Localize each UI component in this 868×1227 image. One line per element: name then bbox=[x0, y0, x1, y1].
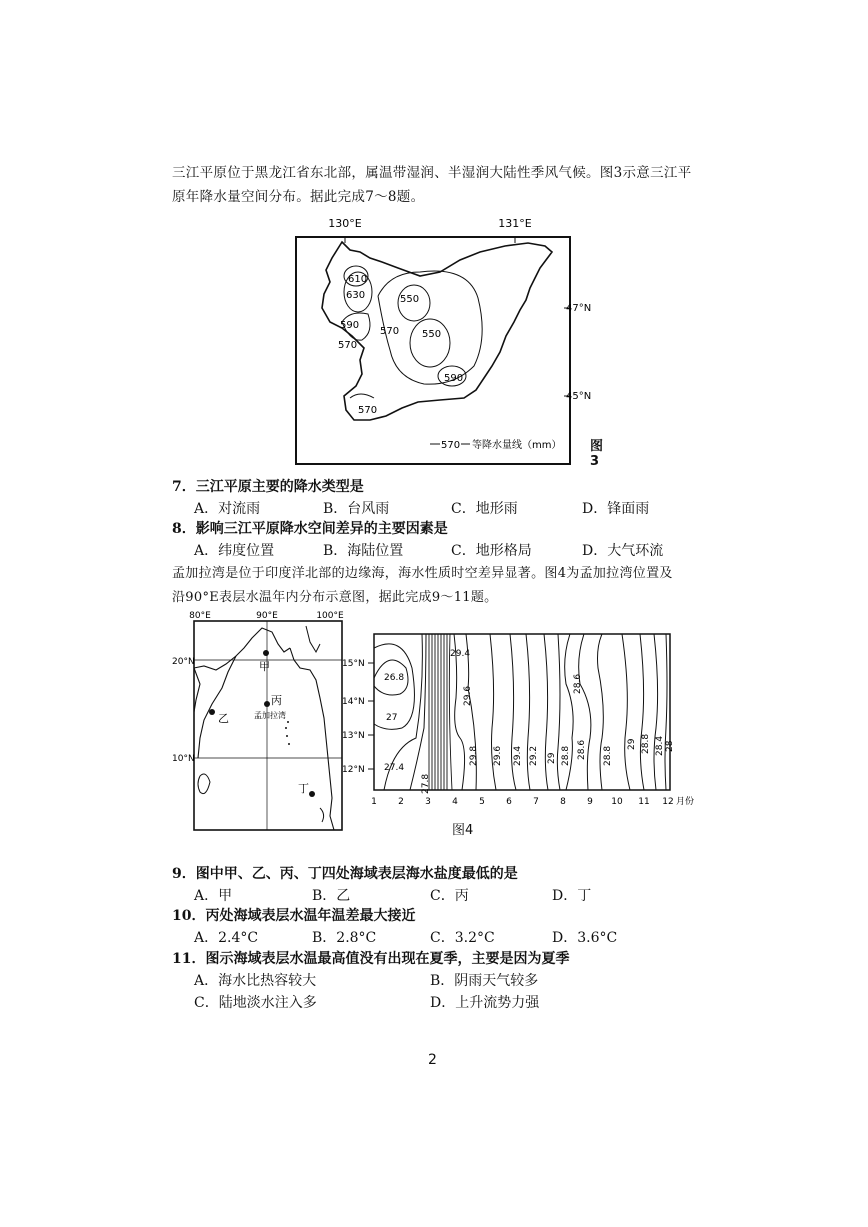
iso-label-29-6b: 29.6 bbox=[493, 745, 503, 766]
question-7-options bbox=[194, 499, 754, 519]
figure-4-map bbox=[170, 608, 350, 833]
contour-label-590-east: 590 bbox=[444, 373, 464, 384]
y-tick-13: 13°N bbox=[342, 731, 365, 741]
isotherm-28 bbox=[665, 634, 667, 790]
x-axis-ticks bbox=[371, 795, 694, 807]
point-yi-marker bbox=[209, 709, 215, 715]
isotherm-28-6b bbox=[579, 634, 591, 790]
iso-label-29-8: 29.8 bbox=[469, 745, 479, 766]
iso-label-29-4a: 29.4 bbox=[450, 649, 471, 659]
x-tick-11: 11 bbox=[638, 797, 650, 807]
q8-option-d[interactable]: D．大气环流 bbox=[582, 543, 664, 559]
q7-option-c[interactable]: C．地形雨 bbox=[451, 501, 518, 517]
river-east bbox=[306, 626, 320, 652]
isoline-550-south bbox=[410, 319, 450, 367]
iso-label-28-8b: 28.8 bbox=[603, 745, 613, 766]
iso-label-28-4: 28.4 bbox=[655, 735, 665, 756]
x-tick-6: 6 bbox=[506, 797, 512, 807]
q8-option-b[interactable]: B．海陆位置 bbox=[323, 543, 404, 559]
legend-text: 等降水量线（mm） bbox=[472, 440, 562, 451]
isotherm-dense-band bbox=[429, 634, 452, 790]
figure-3-map bbox=[290, 210, 590, 470]
intro-1-line-2: 原年降水量空间分布。据此完成7～8题。 bbox=[172, 189, 425, 205]
map-lat-label-10: 10°N bbox=[172, 754, 195, 764]
myanmar-coastline bbox=[290, 648, 334, 830]
point-bing-label: 丙 bbox=[271, 694, 282, 707]
contour-label-550-north: 550 bbox=[400, 294, 420, 305]
figure-3-caption-label: 图3 bbox=[590, 439, 604, 469]
x-tick-4: 4 bbox=[452, 797, 458, 807]
contour-label-570-main: 570 bbox=[380, 326, 400, 337]
iso-label-28-6a: 28.6 bbox=[573, 673, 583, 694]
iso-label-27: 27 bbox=[386, 713, 398, 723]
map-lon-90: 90°E bbox=[256, 611, 278, 621]
question-10-stem: 10．丙处海域表层水温年温差最大接近 bbox=[172, 908, 416, 924]
x-tick-7: 7 bbox=[533, 797, 539, 807]
x-tick-8: 8 bbox=[560, 797, 566, 807]
bay-of-bengal-label: 孟加拉湾 bbox=[254, 711, 286, 720]
question-11-stem: 11．图示海域表层水温最高值没有出现在夏季，主要是因为夏季 bbox=[172, 951, 570, 967]
q11-option-c[interactable]: C．陆地淡水注入多 bbox=[194, 995, 317, 1011]
question-10-options bbox=[194, 928, 754, 948]
lon-label-131: 131°E bbox=[498, 217, 532, 230]
y-tick-15: 15°N bbox=[342, 659, 365, 669]
q10-option-a[interactable]: A．2.4°C bbox=[194, 930, 259, 946]
iso-label-28: 28 bbox=[665, 740, 675, 752]
x-tick-5: 5 bbox=[479, 797, 485, 807]
figure-4-isotherm-chart bbox=[340, 628, 695, 808]
lat-label-47: 47°N bbox=[566, 303, 592, 314]
q7-option-b[interactable]: B．台风雨 bbox=[323, 501, 390, 517]
x-tick-2: 2 bbox=[398, 797, 404, 807]
point-ding-label: 丁 bbox=[298, 782, 309, 795]
point-ding-marker bbox=[309, 791, 315, 797]
figure-4-caption: 图4 bbox=[452, 823, 474, 838]
iso-label-26-8: 26.8 bbox=[384, 673, 405, 683]
map-lat-label-20: 20°N bbox=[172, 657, 195, 667]
isoline-570-south bbox=[350, 394, 374, 398]
iso-label-27-8: 27.8 bbox=[421, 773, 431, 794]
x-tick-9: 9 bbox=[587, 797, 593, 807]
figure-3 bbox=[290, 210, 604, 470]
q10-option-d[interactable]: D．3.6°C bbox=[552, 930, 618, 946]
contour-label-550-south: 550 bbox=[422, 329, 442, 340]
iso-label-27-4: 27.4 bbox=[384, 763, 405, 773]
x-unit-label: 月份 bbox=[676, 797, 695, 807]
iso-label-29-2: 29.2 bbox=[529, 745, 539, 766]
legend-value: 570 bbox=[441, 440, 461, 451]
y-tick-14: 14°N bbox=[342, 697, 365, 707]
question-8-stem: 8．影响三江平原降水空间差异的主要因素是 bbox=[172, 521, 448, 537]
q11-option-a[interactable]: A．海水比热容较大 bbox=[194, 973, 317, 989]
intro-2-line-2: 沿90°E表层水温年内分布示意图，据此完成9～11题。 bbox=[172, 590, 498, 605]
y-tick-12: 12°N bbox=[342, 765, 365, 775]
intro-2-line-1: 孟加拉湾是位于印度洋北部的边缘海，海水性质时空差异显著。图4为孟加拉湾位置及 bbox=[172, 566, 673, 581]
question-11-options-row-2 bbox=[194, 993, 754, 1013]
q9-option-a[interactable]: A．甲 bbox=[194, 888, 233, 904]
q9-option-c[interactable]: C．丙 bbox=[430, 888, 469, 904]
q10-option-b[interactable]: B．2.8°C bbox=[312, 930, 377, 946]
iso-label-29-4b: 29.4 bbox=[513, 745, 523, 766]
question-9-stem: 9．图中甲、乙、丙、丁四处海域表层海水盐度最低的是 bbox=[172, 866, 518, 882]
andaman-island-2 bbox=[285, 727, 287, 729]
q11-option-b[interactable]: B．阴雨天气较多 bbox=[430, 973, 539, 989]
isotherm-28-4 bbox=[654, 634, 658, 790]
nicobar-island-1 bbox=[288, 743, 290, 745]
point-bing-marker bbox=[264, 701, 270, 707]
iso-label-28-8c: 28.8 bbox=[641, 733, 651, 754]
iso-label-29-6a: 29.6 bbox=[463, 685, 473, 706]
question-7-stem: 7．三江平原主要的降水类型是 bbox=[172, 479, 364, 495]
q7-option-a[interactable]: A．对流雨 bbox=[194, 501, 261, 517]
question-8-options bbox=[194, 541, 754, 561]
point-jia-marker bbox=[263, 650, 269, 656]
q8-option-c[interactable]: C．地形格局 bbox=[451, 543, 532, 559]
map-lon-100: 100°E bbox=[316, 611, 344, 621]
iso-label-29: 29 bbox=[547, 752, 557, 764]
contour-label-630: 630 bbox=[346, 290, 366, 301]
india-east-coast bbox=[198, 656, 236, 758]
isotherm-29b bbox=[622, 634, 630, 790]
contour-label-570-south: 570 bbox=[358, 405, 378, 416]
isotherm-28-8c bbox=[640, 634, 644, 790]
q10-option-c[interactable]: C．3.2°C bbox=[430, 930, 495, 946]
point-yi-label: 乙 bbox=[218, 712, 229, 725]
isotherm-28-8a bbox=[557, 634, 560, 790]
iso-label-28-6b: 28.6 bbox=[577, 739, 587, 760]
sumatra-tip bbox=[320, 808, 324, 822]
q8-option-a[interactable]: A．纬度位置 bbox=[194, 543, 275, 559]
intro-1-line-1: 三江平原位于黑龙江省东北部，属温带湿润、半湿润大陆性季风气候。图3示意三江平 bbox=[172, 165, 692, 181]
question-9-options bbox=[194, 886, 754, 906]
iso-label-29b: 29 bbox=[627, 738, 637, 750]
lat-label-45: 45°N bbox=[566, 391, 592, 402]
andaman-island-3 bbox=[286, 735, 288, 737]
q11-option-d[interactable]: D．上升流势力强 bbox=[430, 995, 540, 1011]
intro-paragraph-2 bbox=[172, 562, 712, 610]
sri-lanka bbox=[198, 774, 210, 794]
x-tick-10: 10 bbox=[611, 797, 623, 807]
q9-option-b[interactable]: B．乙 bbox=[312, 888, 351, 904]
map-lon-80: 80°E bbox=[189, 611, 211, 621]
q7-option-d[interactable]: D．锋面雨 bbox=[582, 501, 650, 517]
x-tick-3: 3 bbox=[425, 797, 431, 807]
intro-paragraph-1 bbox=[172, 161, 712, 209]
x-tick-1: 1 bbox=[371, 797, 377, 807]
isotherm-29 bbox=[544, 634, 548, 790]
contour-label-570-west: 570 bbox=[338, 340, 358, 351]
x-tick-12: 12 bbox=[662, 797, 674, 807]
contour-label-590-west: 590 bbox=[340, 320, 360, 331]
contour-label-610: 610 bbox=[348, 274, 368, 285]
question-11-options-row-1 bbox=[194, 971, 754, 991]
page-number: 2 bbox=[428, 1052, 437, 1068]
andaman-island-1 bbox=[287, 721, 289, 723]
point-jia-label: 甲 bbox=[259, 660, 270, 673]
q9-option-d[interactable]: D．丁 bbox=[552, 888, 592, 904]
iso-label-28-8a: 28.8 bbox=[561, 745, 571, 766]
lon-label-130: 130°E bbox=[328, 217, 362, 230]
